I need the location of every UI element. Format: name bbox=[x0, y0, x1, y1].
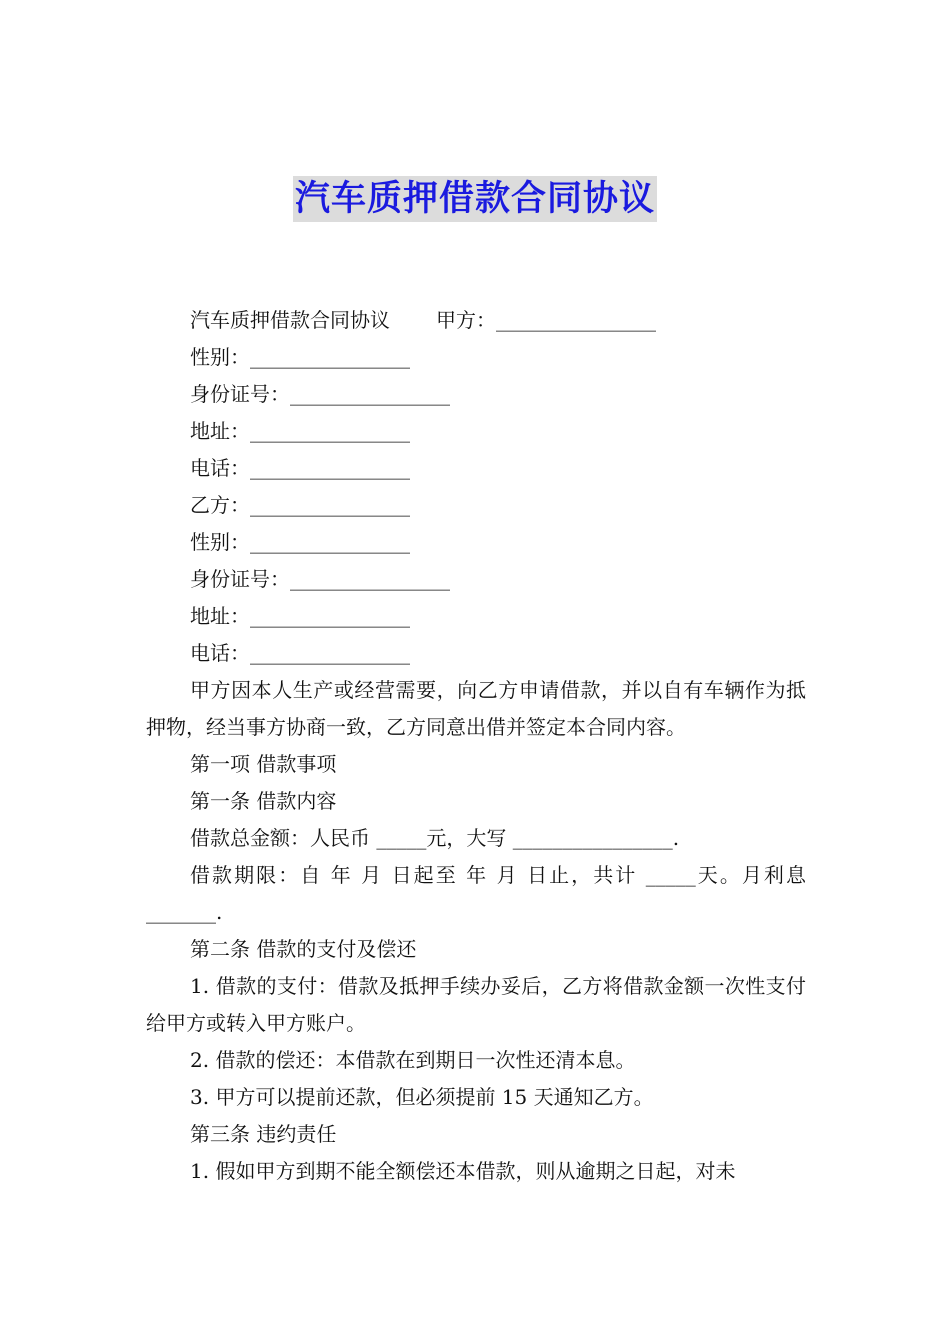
header-line bbox=[146, 302, 806, 339]
article2-title: 第二条 借款的支付及偿还 bbox=[190, 937, 417, 961]
intro-paragraph: 甲方因本人生产或经营需要，向乙方申请借款，并以自有车辆作为抵押物，经当事方协商一致，乙方同意出借并签定本合同内容。 bbox=[146, 678, 806, 739]
term-line: 借款期限：自 年 月 日起至 年 月 日止，共计 _____天。月利息 _______. bbox=[146, 863, 806, 924]
item1-title: 第一项 借款事项 bbox=[190, 752, 337, 776]
title-container bbox=[0, 176, 950, 222]
party-a-gender: 性别：________________ bbox=[190, 345, 410, 369]
article1-title: 第一条 借款内容 bbox=[190, 789, 337, 813]
document-body bbox=[146, 302, 806, 1190]
amount-line: 借款总金额：人民币 _____元，大写 ________________. bbox=[190, 826, 680, 850]
article3-title: 第三条 违约责任 bbox=[190, 1122, 337, 1146]
article3-item-1: 1. 假如甲方到期不能全额偿还本借款，则从逾期之日起，对未 bbox=[190, 1159, 736, 1183]
doc-name-text: 汽车质押借款合同协议 bbox=[190, 308, 390, 332]
article2-item-1: 1. 借款的支付：借款及抵押手续办妥后，乙方将借款金额一次性支付给甲方或转入甲方账户。 bbox=[146, 974, 806, 1035]
party-a-id: 身份证号：________________ bbox=[190, 382, 450, 406]
party-b-gender: 性别：________________ bbox=[190, 530, 410, 554]
party-b-phone: 电话：________________ bbox=[190, 641, 410, 665]
party-a-phone: 电话：________________ bbox=[190, 456, 410, 480]
party-a-address: 地址：________________ bbox=[190, 419, 410, 443]
article2-item-2: 2. 借款的偿还：本借款在到期日一次性还清本息。 bbox=[190, 1048, 636, 1072]
article2-item-3: 3. 甲方可以提前还款，但必须提前 15 天通知乙方。 bbox=[190, 1085, 654, 1109]
party-b-label: 乙方：________________ bbox=[190, 493, 410, 517]
party-b-id: 身份证号：________________ bbox=[190, 567, 450, 591]
document-title: 汽车质押借款合同协议 bbox=[293, 176, 657, 222]
party-a-label: 甲方：________________ bbox=[436, 308, 656, 332]
party-b-address: 地址：________________ bbox=[190, 604, 410, 628]
